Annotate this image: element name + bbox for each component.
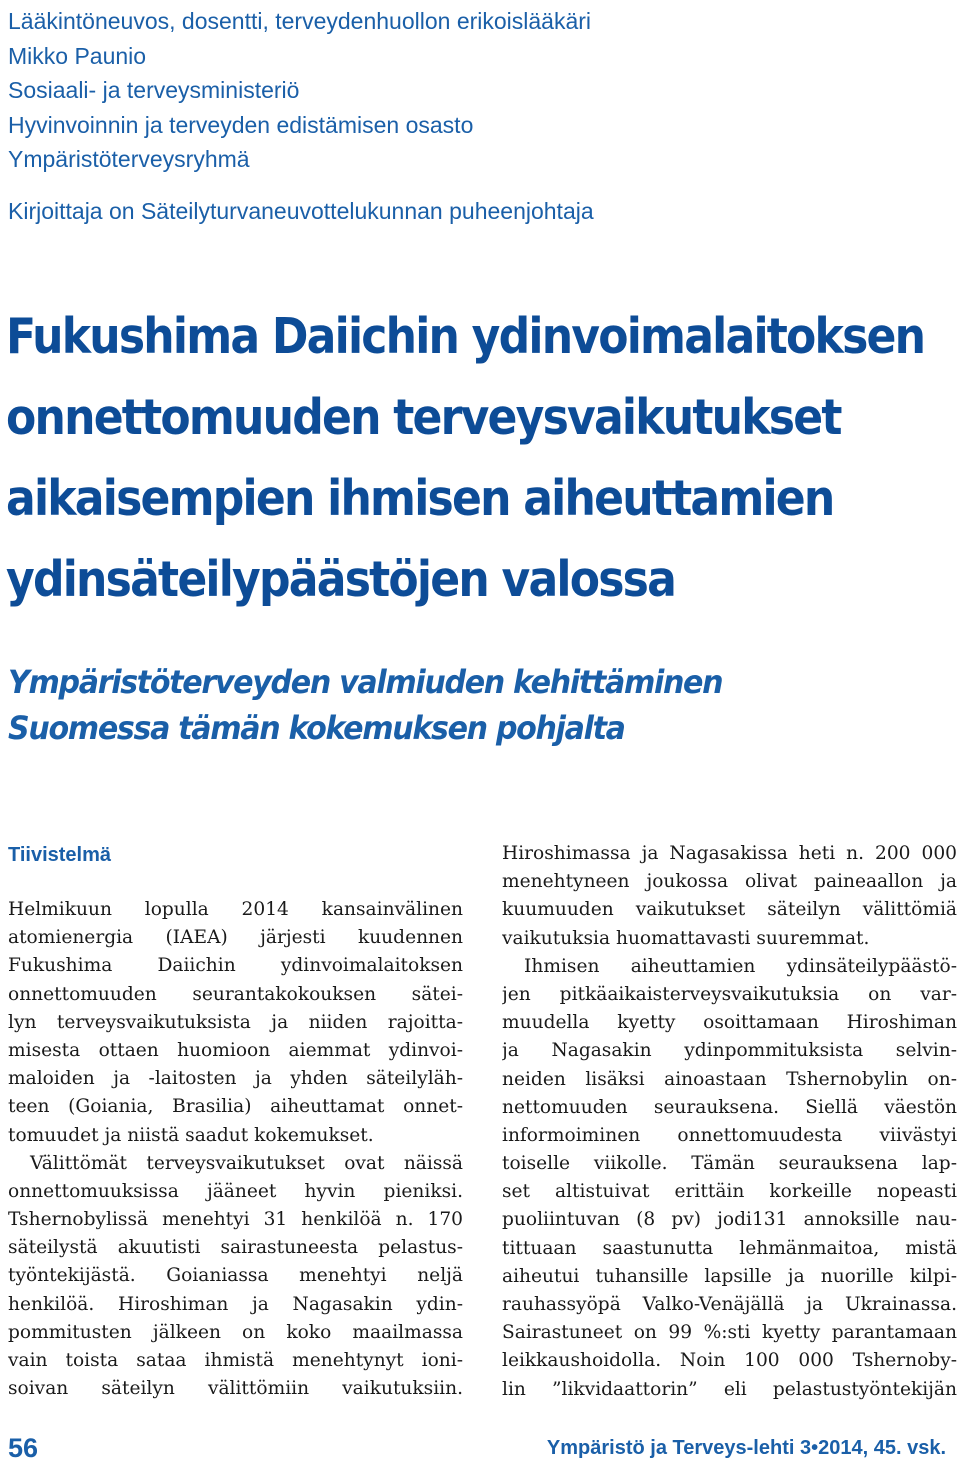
body-line: atomienergia (IAEA) järjesti kuudennen <box>8 927 463 949</box>
body-line: nettomuuden seurauksena. Siellä väestön <box>502 1096 957 1118</box>
subtitle-line: Suomessa tämän kokemuksen pohjalta <box>8 709 625 747</box>
author-name: Mikko Paunio <box>8 42 147 69</box>
body-line: informoiminen onnettomuudesta viivästyi <box>502 1124 957 1146</box>
body-line: teen (Goiania, Brasilia) aiheuttamat onnet- <box>8 1096 463 1118</box>
author-title: Lääkintöneuvos, dosentti, terveydenhuollon erikoislääkäri <box>8 8 592 34</box>
page-number: 56 <box>8 1433 39 1463</box>
body-line: säteilystä akuutisti sairastuneesta pelastus- <box>8 1237 463 1259</box>
body-line: leikkaushoidolla. Noin 100 000 Tshernoby- <box>502 1350 957 1372</box>
body-line: kuumuuden vaikutukset säteilyn välittömiä <box>502 899 957 921</box>
right-column <box>502 840 957 1404</box>
author-unit: Ympäristöterveysryhmä <box>8 146 250 172</box>
body-line: vaikutuksia huomattavasti suuremmat. <box>502 927 870 949</box>
subtitle-line: Ympäristöterveyden valmiuden kehittäminen <box>8 663 723 701</box>
body-line: misesta ottaen huomioon aiemmat ydinvoi- <box>8 1039 463 1061</box>
author-block <box>8 4 948 177</box>
body-line: lin ”likvidaattorin” eli pelastustyöntekijän <box>502 1378 957 1400</box>
body-line: menehtyneen joukossa olivat paineaallon ja <box>502 871 957 893</box>
body-line: Hiroshimassa ja Nagasakissa heti n. 200 000 <box>502 843 957 864</box>
publication-footer: Ympäristö ja Terveys-lehti 3•2014, 45. vsk. <box>546 1437 946 1459</box>
body-line: rauhassyöpä Valko-Venäjällä ja Ukrainassa. <box>502 1294 957 1315</box>
body-line: tittuaan saastunutta lehmänmaitoa, mistä <box>502 1237 957 1259</box>
author-note: Kirjoittaja on Säteilyturvaneuvottelukunnan puheenjohtaja <box>8 198 594 224</box>
author-ministry: Sosiaali- ja terveysministeriö <box>8 77 300 103</box>
body-line: aiheutui tuhansille lapsille ja nuorille kilpi- <box>502 1265 957 1287</box>
body-line: työntekijästä. Goianiassa menehtyi neljä <box>8 1265 463 1287</box>
body-line: henkilöä. Hiroshiman ja Nagasakin ydin- <box>8 1293 463 1315</box>
author-department: Hyvinvoinnin ja terveyden edistämisen osasto <box>8 111 474 138</box>
title-line: onnettomuuden terveysvaikutukset <box>6 389 841 446</box>
body-line: vain toista sataa ihmistä menehtynyt ioni- <box>8 1350 463 1371</box>
title-line: Fukushima Daiichin ydinvoimalaitoksen <box>6 308 925 365</box>
body-line: ja Nagasakin ydinpommituksista selvin- <box>502 1040 957 1062</box>
body-line: Sairastuneet on 99 %:sti kyetty parantamaan <box>502 1322 957 1344</box>
article-subtitle <box>8 659 948 751</box>
title-line: ydinsäteilypäästöjen valossa <box>6 551 676 608</box>
body-line: onnettomuuksissa jääneet hyvin pieniksi. <box>8 1180 463 1202</box>
left-column <box>8 896 463 1403</box>
body-line: Helmikuun lopulla 2014 kansainvälinen <box>8 899 463 920</box>
body-line: Välittömät terveysvaikutukset ovat näissä <box>30 1152 463 1174</box>
section-heading: Tiivistelmä <box>8 844 112 866</box>
body-line: tomuudet ja niistä saadut kokemukset. <box>8 1124 374 1146</box>
article-title <box>6 296 956 620</box>
body-line: lyn terveysvaikutuksista ja niiden rajoitta- <box>8 1011 463 1033</box>
body-line: muudella kyetty osoittamaan Hiroshiman <box>502 1012 957 1034</box>
body-line: pommitusten jälkeen on koko maailmassa <box>8 1321 463 1343</box>
body-line: Ihmisen aiheuttamien ydinsäteilypäästö- <box>524 955 957 977</box>
body-line: toiselle viikolle. Tämän seurauksena lap- <box>502 1153 957 1175</box>
body-line: set altistuivat erittäin korkeille nopeasti <box>502 1181 957 1203</box>
body-line: Tshernobylissä menehtyi 31 henkilöä n. 170 <box>8 1209 463 1231</box>
body-line: onnettomuuden seurantakokouksen sätei- <box>8 983 463 1005</box>
body-line: puoliintuvan (8 pv) jodi131 annoksille nau- <box>502 1209 957 1231</box>
body-line: maloiden ja -laitosten ja yhden säteilyläh- <box>8 1068 463 1090</box>
body-line: Fukushima Daiichin ydinvoimalaitoksen <box>8 955 463 977</box>
body-line: soivan säteilyn välittömiin vaikutuksiin. <box>8 1378 463 1400</box>
body-line: neiden lisäksi ainoastaan Tshernobylin on- <box>502 1068 957 1090</box>
title-line: aikaisempien ihmisen aiheuttamien <box>6 470 834 527</box>
body-line: jen pitkäaikaisterveysvaikutuksia on var- <box>502 983 957 1005</box>
